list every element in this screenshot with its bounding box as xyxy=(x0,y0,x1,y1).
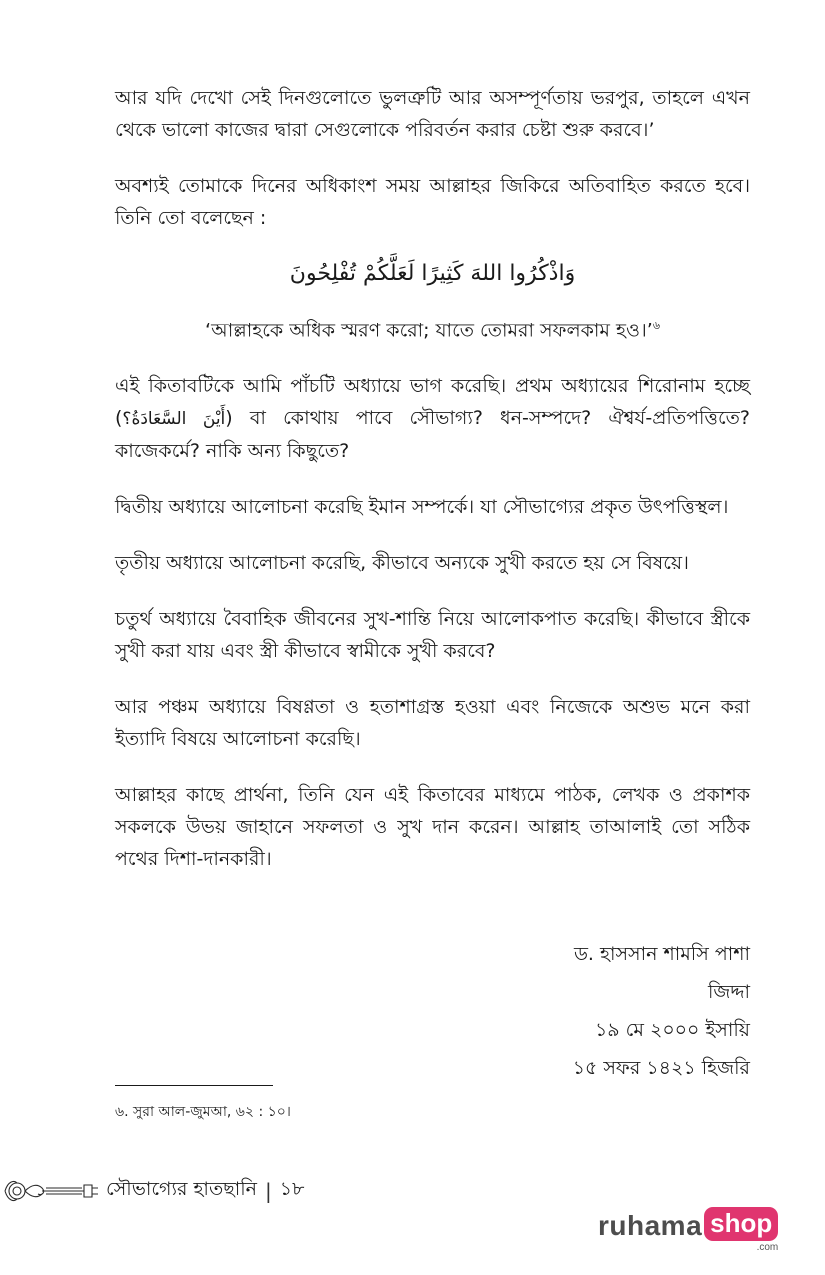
footnote-rule xyxy=(115,1085,273,1086)
ornament-flourish-icon xyxy=(2,1176,102,1206)
ruhamashop-logo xyxy=(598,1207,778,1251)
paragraph-4 xyxy=(115,370,750,467)
body-text xyxy=(115,82,750,899)
paragraph-2: অবশ্যই তোমাকে দিনের অধিকাংশ সময় আল্লাহর জিকিরে অতিবাহিত করতে হবে। তিনি তো বলেছেন : xyxy=(115,175,750,229)
footer-separator: | xyxy=(265,1179,272,1203)
logo-shop-group xyxy=(704,1207,778,1253)
verse-translation xyxy=(115,310,750,346)
footnote: ৬. সুরা আল-জুমআ, ৬২ : ১০। xyxy=(115,1104,291,1120)
logo-text-ruhama: ruhama xyxy=(598,1210,703,1241)
footnote-ref: ৬ xyxy=(652,319,660,332)
date-hijri: ১৫ সফর ১৪২১ হিজরি xyxy=(572,1057,750,1079)
paragraph-9: আল্লাহর কাছে প্রার্থনা, তিনি যেন এই কিতাবের মাধ্যমে পাঠক, লেখক ও প্রকাশক সকলকে উভয় জাহানে সফলতা ও সুখ দান করেন। আল্লাহ তাআলাই তো সঠিক পথের দিশা-দানকারী। xyxy=(115,784,750,871)
arabic-verse: وَاذْكُرُوا اللهَ كَثِيرًا لَعَلَّكُمْ تُفْلِحُونَ xyxy=(289,261,576,286)
paragraph-7: চতুর্থ অধ্যায়ে বৈবাহিক জীবনের সুখ-শান্তি নিয়ে আলোকপাত করেছি। কীভাবে স্ত্রীকে সুখী করা যায় এবং স্ত্রী কীভাবে স্বামীকে সুখী করবে? xyxy=(115,608,750,663)
translation-text: ‘আল্লাহকে অধিক স্মরণ করো; যাতে তোমরা সফলকাম হও।’ xyxy=(205,319,653,342)
paragraph-4-b: ) বা কোথায় পাবে সৌভাগ্য? ধন-সম্পদে? ঐশ্বর্য-প্রতিপত্তিতে? কাজেকর্মে? নাকি অন্য কিছুতে? xyxy=(115,407,751,463)
chapter-title-arabic: أَيْنَ السَّعَادَةُ؟ xyxy=(122,409,226,430)
paragraph-8: আর পঞ্চম অধ্যায়ে বিষণ্ণতা ও হতাশাগ্রস্ত হওয়া এবং নিজেকে অশুভ মনে করা ইত্যাদি বিষয়ে আলোচনা করেছি। xyxy=(115,696,750,751)
book-title: সৌভাগ্যের হাতছানি xyxy=(106,1178,257,1200)
paragraph-5: দ্বিতীয় অধ্যায়ে আলোচনা করেছি ইমান সম্পর্কে। যা সৌভাগ্যের প্রকৃত উৎপত্তিস্থল। xyxy=(115,496,729,519)
paragraph-6: তৃতীয় অধ্যায়ে আলোচনা করেছি, কীভাবে অন্যকে সুখী করতে হয় সে বিষয়ে। xyxy=(115,552,689,575)
author-name: ড. হাসসান শামসি পাশা xyxy=(573,943,750,965)
page-footer xyxy=(0,1176,360,1206)
page-number: ১৮ xyxy=(279,1178,305,1200)
logo-domain: .com xyxy=(756,1242,779,1253)
paragraph-4-a: এই কিতাবটিকে আমি পাঁচটি অধ্যায়ে ভাগ করেছি। প্রথম অধ্যায়ের শিরোনাম হচ্ছে ( xyxy=(115,375,750,430)
logo-text-shop: shop xyxy=(704,1207,778,1241)
date-gregorian: ১৯ মে ২০০০ ইসায়ি xyxy=(594,1019,750,1041)
signature-block xyxy=(573,935,750,1087)
place: জিদ্দা xyxy=(707,981,750,1003)
paragraph-1: আর যদি দেখো সেই দিনগুলোতে ভুলত্রুটি আর অসম্পূর্ণতায় ভরপুর, তাহলে এখন থেকে ভালো কাজের দ্বারা সেগুলোকে পরিবর্তন করার চেষ্টা শুরু করবে।’ xyxy=(115,87,750,141)
